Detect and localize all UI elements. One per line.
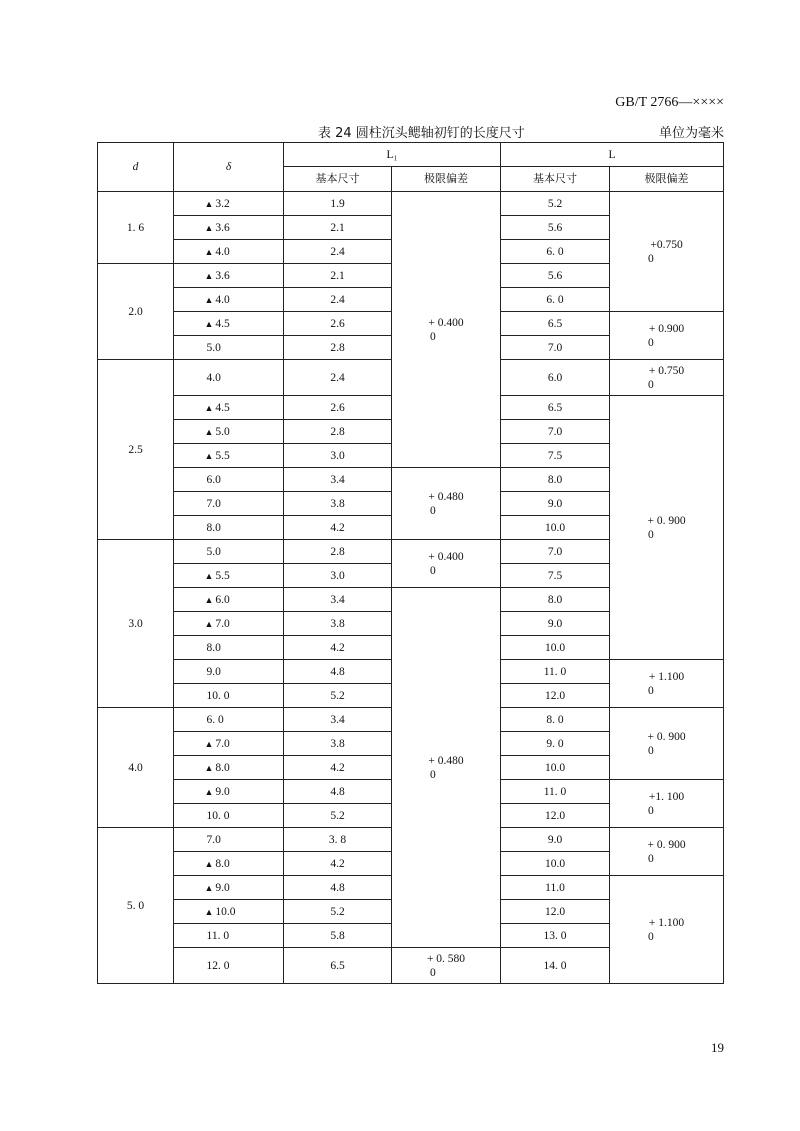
cell-delta — [174, 360, 284, 396]
cell-d: 2.5 — [98, 360, 174, 540]
delta-value-wrap — [205, 905, 253, 919]
tolerance-lower: 0 — [648, 684, 654, 697]
delta-value: 7.0 — [206, 497, 221, 510]
tolerance-lower: 0 — [430, 966, 436, 979]
delta-value-wrap — [205, 449, 253, 463]
triangle-marker-icon: ▲ — [204, 594, 214, 605]
delta-value: 8.0 — [206, 641, 221, 654]
delta-value: 4.0 — [215, 245, 230, 258]
cell-l-basic: 11. 0 — [501, 780, 610, 804]
delta-value: 4.0 — [206, 371, 221, 384]
cell-l-tolerance — [610, 828, 724, 876]
cell-l1-tolerance — [392, 192, 501, 468]
delta-value-wrap — [205, 689, 253, 703]
cell-l1-tolerance — [392, 948, 501, 984]
cell-delta — [174, 240, 284, 264]
cell-l-basic: 8.0 — [501, 588, 610, 612]
cell-delta — [174, 336, 284, 360]
cell-l-basic: 9.0 — [501, 828, 610, 852]
tolerance-upper: + 0. 900 — [647, 730, 686, 743]
triangle-marker-icon: ▲ — [204, 786, 214, 797]
cell-l1-basic: 4.2 — [284, 516, 392, 540]
delta-value: 5.5 — [215, 569, 230, 582]
cell-l1-basic: 5.8 — [284, 924, 392, 948]
cell-l1-basic: 2.1 — [284, 216, 392, 240]
delta-value-wrap — [205, 665, 253, 679]
cell-delta — [174, 444, 284, 468]
col-header-l1-basic: 基本尺寸 — [284, 167, 392, 192]
tolerance-upper: +1. 100 — [648, 790, 685, 803]
tolerance-upper: + 0.900 — [648, 322, 685, 335]
delta-value-wrap — [205, 401, 253, 415]
delta-value: 10.0 — [215, 905, 236, 918]
table-row — [98, 192, 724, 216]
delta-value: 5.0 — [206, 545, 221, 558]
cell-l1-basic: 2.4 — [284, 360, 392, 396]
page-number: 19 — [711, 1040, 724, 1055]
tolerance-lower: 0 — [648, 378, 654, 391]
delta-value: 8.0 — [215, 857, 230, 870]
cell-l1-basic: 4.8 — [284, 780, 392, 804]
tolerance-upper: + 0.400 — [428, 316, 464, 329]
tolerance-lower: 0 — [648, 744, 654, 757]
delta-value-wrap — [205, 425, 253, 439]
delta-value-wrap — [205, 245, 253, 259]
col-header-delta: δ — [174, 143, 284, 192]
delta-value-wrap — [205, 473, 253, 487]
cell-l-basic: 10.0 — [501, 756, 610, 780]
cell-l1-tolerance — [392, 588, 501, 948]
cell-l1-basic: 2.8 — [284, 420, 392, 444]
triangle-marker-icon: ▲ — [204, 198, 214, 209]
cell-l-basic: 8. 0 — [501, 708, 610, 732]
cell-l-basic: 7.5 — [501, 564, 610, 588]
delta-value-wrap — [205, 545, 253, 559]
tolerance-lower: 0 — [648, 804, 654, 817]
tolerance-upper: + 0. 900 — [647, 838, 686, 851]
cell-l1-basic: 2.8 — [284, 336, 392, 360]
triangle-marker-icon: ▲ — [204, 222, 214, 233]
cell-l-basic: 7.0 — [501, 420, 610, 444]
delta-value-wrap — [205, 737, 253, 751]
delta-value: 3.6 — [215, 269, 230, 282]
cell-l1-basic: 3. 8 — [284, 828, 392, 852]
cell-l1-basic: 2.4 — [284, 240, 392, 264]
triangle-marker-icon: ▲ — [204, 738, 214, 749]
triangle-marker-icon: ▲ — [204, 618, 214, 629]
cell-l1-basic: 3.8 — [284, 732, 392, 756]
triangle-marker-icon: ▲ — [204, 270, 214, 281]
cell-l1-basic: 4.2 — [284, 852, 392, 876]
col-header-l1: L₁ — [284, 143, 501, 167]
triangle-marker-icon: ▲ — [204, 294, 214, 305]
cell-l1-basic: 3.0 — [284, 444, 392, 468]
triangle-marker-icon: ▲ — [204, 246, 214, 257]
cell-l-tolerance — [610, 660, 724, 708]
cell-delta — [174, 636, 284, 660]
delta-value-wrap — [205, 593, 253, 607]
cell-l-tolerance — [610, 708, 724, 780]
cell-delta — [174, 216, 284, 240]
cell-l-basic: 11. 0 — [501, 660, 610, 684]
delta-value: 6.0 — [206, 473, 221, 486]
cell-l1-basic: 3.4 — [284, 708, 392, 732]
tolerance-upper: + 0. 580 — [426, 952, 466, 965]
cell-l1-basic: 5.2 — [284, 684, 392, 708]
header-row-1 — [98, 143, 724, 167]
cell-d: 2.0 — [98, 264, 174, 360]
cell-l-basic: 7.0 — [501, 336, 610, 360]
tolerance-lower: 0 — [648, 852, 654, 865]
cell-delta — [174, 852, 284, 876]
cell-delta — [174, 540, 284, 564]
cell-l1-basic: 4.8 — [284, 660, 392, 684]
cell-l1-tolerance — [392, 468, 501, 540]
cell-l-basic: 5.6 — [501, 216, 610, 240]
cell-d: 3.0 — [98, 540, 174, 708]
cell-l1-basic: 4.2 — [284, 636, 392, 660]
delta-value: 4.0 — [215, 293, 230, 306]
tolerance-upper: + 1.100 — [648, 670, 685, 683]
cell-l-basic: 12.0 — [501, 684, 610, 708]
tolerance-lower: 0 — [430, 768, 436, 781]
cell-delta — [174, 732, 284, 756]
delta-value-wrap — [205, 809, 253, 823]
cell-l1-basic: 3.8 — [284, 612, 392, 636]
col-header-d: d — [98, 143, 174, 192]
delta-value-wrap — [205, 857, 253, 871]
delta-value: 10. 0 — [206, 689, 230, 702]
cell-l-basic: 7.5 — [501, 444, 610, 468]
cell-delta — [174, 900, 284, 924]
cell-delta — [174, 288, 284, 312]
cell-l1-basic: 3.8 — [284, 492, 392, 516]
cell-l-basic: 6.5 — [501, 312, 610, 336]
cell-l-basic: 7.0 — [501, 540, 610, 564]
cell-d: 1. 6 — [98, 192, 174, 264]
document-number: GB/T 2766—×××× — [615, 95, 724, 110]
cell-delta — [174, 588, 284, 612]
cell-l-basic: 9.0 — [501, 612, 610, 636]
triangle-marker-icon: ▲ — [204, 882, 214, 893]
tolerance-upper: + 0.480 — [428, 754, 464, 767]
cell-delta — [174, 264, 284, 288]
col-header-l-basic: 基本尺寸 — [501, 167, 610, 192]
cell-l1-basic: 4.2 — [284, 756, 392, 780]
col-header-l1-tolerance: 极限偏差 — [392, 167, 501, 192]
delta-value: 5.0 — [215, 425, 230, 438]
cell-l-basic: 12.0 — [501, 900, 610, 924]
triangle-marker-icon: ▲ — [204, 906, 214, 917]
cell-delta — [174, 660, 284, 684]
cell-d: 4.0 — [98, 708, 174, 828]
delta-value: 5.0 — [206, 341, 221, 354]
tolerance-upper: + 0.480 — [428, 490, 464, 503]
table-body — [98, 143, 724, 984]
cell-delta — [174, 804, 284, 828]
delta-value: 9.0 — [206, 665, 221, 678]
cell-delta — [174, 516, 284, 540]
cell-l1-basic: 4.8 — [284, 876, 392, 900]
delta-value-wrap — [205, 833, 253, 847]
delta-value: 7.0 — [206, 833, 221, 846]
delta-value-wrap — [205, 569, 253, 583]
delta-value: 6.0 — [215, 593, 230, 606]
cell-delta — [174, 192, 284, 216]
cell-l-tolerance — [610, 396, 724, 660]
cell-delta — [174, 492, 284, 516]
tolerance-upper: + 1.100 — [648, 916, 685, 929]
delta-value: 8.0 — [206, 521, 221, 534]
cell-l1-basic: 5.2 — [284, 804, 392, 828]
tolerance-lower: 0 — [648, 528, 654, 541]
cell-l1-basic: 3.4 — [284, 468, 392, 492]
delta-value-wrap — [205, 881, 253, 895]
delta-value-wrap — [205, 617, 253, 631]
cell-l-tolerance — [610, 192, 724, 312]
cell-delta — [174, 924, 284, 948]
cell-delta — [174, 948, 284, 984]
unit-label: 单位为毫米 — [658, 126, 724, 141]
delta-value-wrap — [205, 221, 253, 235]
cell-delta — [174, 876, 284, 900]
cell-l1-basic: 2.4 — [284, 288, 392, 312]
cell-l1-basic: 3.0 — [284, 564, 392, 588]
cell-l-tolerance — [610, 780, 724, 828]
cell-l1-basic: 2.1 — [284, 264, 392, 288]
delta-value-wrap — [205, 959, 253, 973]
cell-d: 5. 0 — [98, 828, 174, 984]
delta-value: 11. 0 — [206, 929, 230, 942]
cell-l-basic: 10.0 — [501, 852, 610, 876]
cell-l1-basic: 6.5 — [284, 948, 392, 984]
delta-value-wrap — [205, 497, 253, 511]
delta-value: 8.0 — [215, 761, 230, 774]
triangle-marker-icon: ▲ — [204, 426, 214, 437]
delta-value-wrap — [205, 317, 253, 331]
tolerance-lower: 0 — [648, 252, 654, 265]
delta-value-wrap — [205, 761, 253, 775]
cell-l1-basic: 5.2 — [284, 900, 392, 924]
cell-l-basic: 6. 0 — [501, 288, 610, 312]
cell-l1-basic: 2.6 — [284, 396, 392, 420]
tolerance-lower: 0 — [430, 330, 436, 343]
cell-l-basic: 12.0 — [501, 804, 610, 828]
delta-value-wrap — [205, 929, 253, 943]
cell-delta — [174, 756, 284, 780]
tolerance-upper: + 0. 900 — [647, 514, 686, 527]
cell-l-tolerance — [610, 360, 724, 396]
delta-value: 9.0 — [215, 881, 230, 894]
cell-delta — [174, 612, 284, 636]
delta-value: 4.5 — [215, 317, 230, 330]
cell-l-basic: 10.0 — [501, 636, 610, 660]
triangle-marker-icon: ▲ — [204, 318, 214, 329]
cell-l-basic: 13. 0 — [501, 924, 610, 948]
cell-delta — [174, 708, 284, 732]
cell-delta — [174, 396, 284, 420]
delta-value: 7.0 — [215, 617, 230, 630]
triangle-marker-icon: ▲ — [204, 570, 214, 581]
cell-delta — [174, 312, 284, 336]
tolerance-lower: 0 — [648, 336, 654, 349]
delta-value-wrap — [205, 371, 253, 385]
cell-delta — [174, 780, 284, 804]
delta-value: 3.2 — [215, 197, 230, 210]
tolerance-lower: 0 — [430, 504, 436, 517]
delta-value: 12. 0 — [206, 959, 230, 972]
delta-value: 5.5 — [215, 449, 230, 462]
cell-l1-basic: 1.9 — [284, 192, 392, 216]
col-header-l-tolerance: 极限偏差 — [610, 167, 724, 192]
tolerance-upper: + 0.750 — [648, 364, 685, 377]
delta-value-wrap — [205, 641, 253, 655]
delta-value-wrap — [205, 197, 253, 211]
cell-l-basic: 9.0 — [501, 492, 610, 516]
cell-delta — [174, 828, 284, 852]
triangle-marker-icon: ▲ — [204, 762, 214, 773]
delta-value-wrap — [205, 785, 253, 799]
cell-delta — [174, 420, 284, 444]
delta-value: 7.0 — [215, 737, 230, 750]
cell-l-tolerance — [610, 876, 724, 984]
cell-l-basic: 6.0 — [501, 360, 610, 396]
delta-value: 9.0 — [215, 785, 230, 798]
delta-value: 4.5 — [215, 401, 230, 414]
cell-delta — [174, 468, 284, 492]
tolerance-lower: 0 — [430, 564, 436, 577]
cell-l-tolerance — [610, 312, 724, 360]
triangle-marker-icon: ▲ — [204, 450, 214, 461]
cell-delta — [174, 684, 284, 708]
triangle-marker-icon: ▲ — [204, 402, 214, 413]
delta-value: 3.6 — [215, 221, 230, 234]
cell-delta — [174, 564, 284, 588]
tolerance-lower: 0 — [648, 930, 654, 943]
cell-l-basic: 8.0 — [501, 468, 610, 492]
cell-l-basic: 6.5 — [501, 396, 610, 420]
cell-l-basic: 5.2 — [501, 192, 610, 216]
delta-value: 6. 0 — [206, 713, 224, 726]
cell-l-basic: 14. 0 — [501, 948, 610, 984]
cell-l-basic: 9. 0 — [501, 732, 610, 756]
cell-l1-basic: 2.6 — [284, 312, 392, 336]
tolerance-upper: +0.750 — [650, 238, 683, 251]
triangle-marker-icon: ▲ — [204, 858, 214, 869]
cell-l1-basic: 2.8 — [284, 540, 392, 564]
cell-l-basic: 11.0 — [501, 876, 610, 900]
tolerance-upper: + 0.400 — [428, 550, 464, 563]
cell-l-basic: 5.6 — [501, 264, 610, 288]
delta-value-wrap — [205, 521, 253, 535]
delta-value-wrap — [205, 341, 253, 355]
delta-value: 10. 0 — [206, 809, 230, 822]
cell-l1-tolerance — [392, 540, 501, 588]
cell-l-basic: 10.0 — [501, 516, 610, 540]
delta-value-wrap — [205, 269, 253, 283]
table-caption: 表 24 圆柱沉头鳃轴初钉的长度尺寸 — [318, 126, 525, 141]
col-header-l: L — [501, 143, 724, 167]
delta-value-wrap — [205, 293, 253, 307]
cell-l1-basic: 3.4 — [284, 588, 392, 612]
delta-value-wrap — [205, 713, 253, 727]
cell-l-basic: 6. 0 — [501, 240, 610, 264]
rivet-length-table — [97, 142, 724, 984]
